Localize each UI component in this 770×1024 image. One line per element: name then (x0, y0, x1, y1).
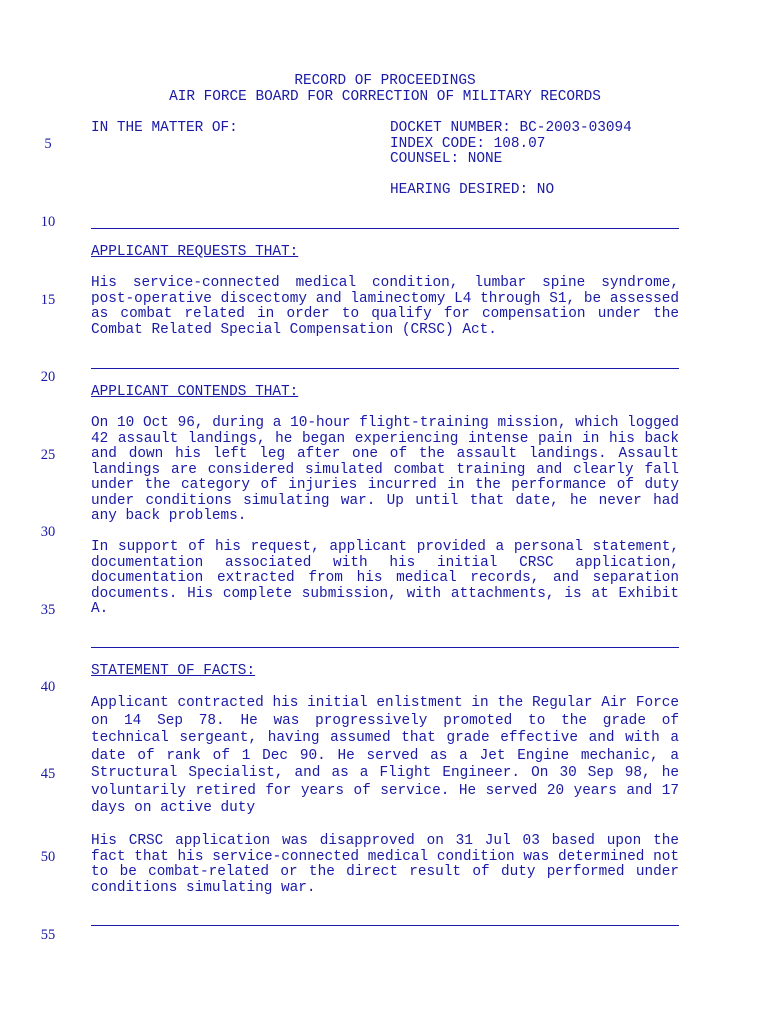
line-number: 30 (40, 524, 56, 540)
line-number: 25 (40, 447, 56, 463)
line-number: 15 (40, 292, 56, 308)
counsel: COUNSEL: NONE (390, 151, 503, 167)
facts-text-2: His CRSC application was disapproved on 31 Jul 03 based upon the fact that his service-connected medical condition was determined not to be combat-related or the direct result of duty performed under conditions simulating war. (91, 833, 679, 896)
facts-paragraph-2 (91, 834, 679, 896)
line-number: 45 (40, 766, 56, 782)
line-number: 35 (40, 602, 56, 618)
contends-paragraph-1 (91, 416, 679, 525)
section-divider (91, 368, 679, 369)
facts-paragraph-1 (91, 695, 679, 818)
section-divider (91, 925, 679, 926)
line-number: 10 (40, 214, 56, 230)
line-number: 20 (40, 369, 56, 385)
contends-paragraph-2 (91, 540, 679, 618)
section-divider (91, 647, 679, 648)
line-number: 55 (40, 927, 56, 943)
hearing-desired: HEARING DESIRED: NO (390, 182, 555, 198)
facts-heading: STATEMENT OF FACTS: (91, 663, 256, 679)
facts-text-1: Applicant contracted his initial enlistment in the Regular Air Force on 14 Sep 78. He was progressively promoted to the grade of technical sergeant, having assumed that grade effective and with a date of rank of 1 Dec 90. He served as a Jet Engine mechanic, a Structural Specialist, and as a Flight Engineer. On 30 Sep 98, he voluntarily retired for years of service. He served 20 years and 17 days on active duty (91, 695, 679, 816)
docket-number: DOCKET NUMBER: BC-2003-03094 (390, 120, 632, 136)
line-number: 5 (44, 136, 52, 152)
line-number: 40 (40, 679, 56, 695)
contends-text-1: On 10 Oct 96, during a 10-hour flight-training mission, which logged 42 assault landings, he began experiencing intense pain in his back and down his left leg after one of the assault landings. Assault landings are considered simulated combat training and clearly fall under the category of injuries incurred in the performance of duty under conditions simulating war. Up until that date, he never had any back problems. (91, 415, 679, 524)
requests-paragraph (91, 276, 679, 338)
contends-heading: APPLICANT CONTENDS THAT: (91, 384, 299, 400)
page-title: RECORD OF PROCEEDINGS (294, 73, 476, 89)
contends-text-2: In support of his request, applicant provided a personal statement, documentation associated with his initial CRSC application, documentation extracted from his medical records, and separation documents. His complete submission, with attachments, is at Exhibit A. (91, 539, 679, 617)
index-code: INDEX CODE: 108.07 (390, 136, 546, 152)
page-subtitle: AIR FORCE BOARD FOR CORRECTION OF MILITARY RECORDS (169, 89, 601, 105)
matter-label: IN THE MATTER OF: (91, 120, 238, 136)
requests-text: His service-connected medical condition, lumbar spine syndrome, post-operative discectomy and laminectomy L4 through S1, be assessed as combat related in order to qualify for compensation under the Combat Related Special Compensation (CRSC) Act. (91, 275, 679, 338)
section-divider (91, 228, 679, 229)
requests-heading: APPLICANT REQUESTS THAT: (91, 244, 299, 260)
line-number: 50 (40, 849, 56, 865)
